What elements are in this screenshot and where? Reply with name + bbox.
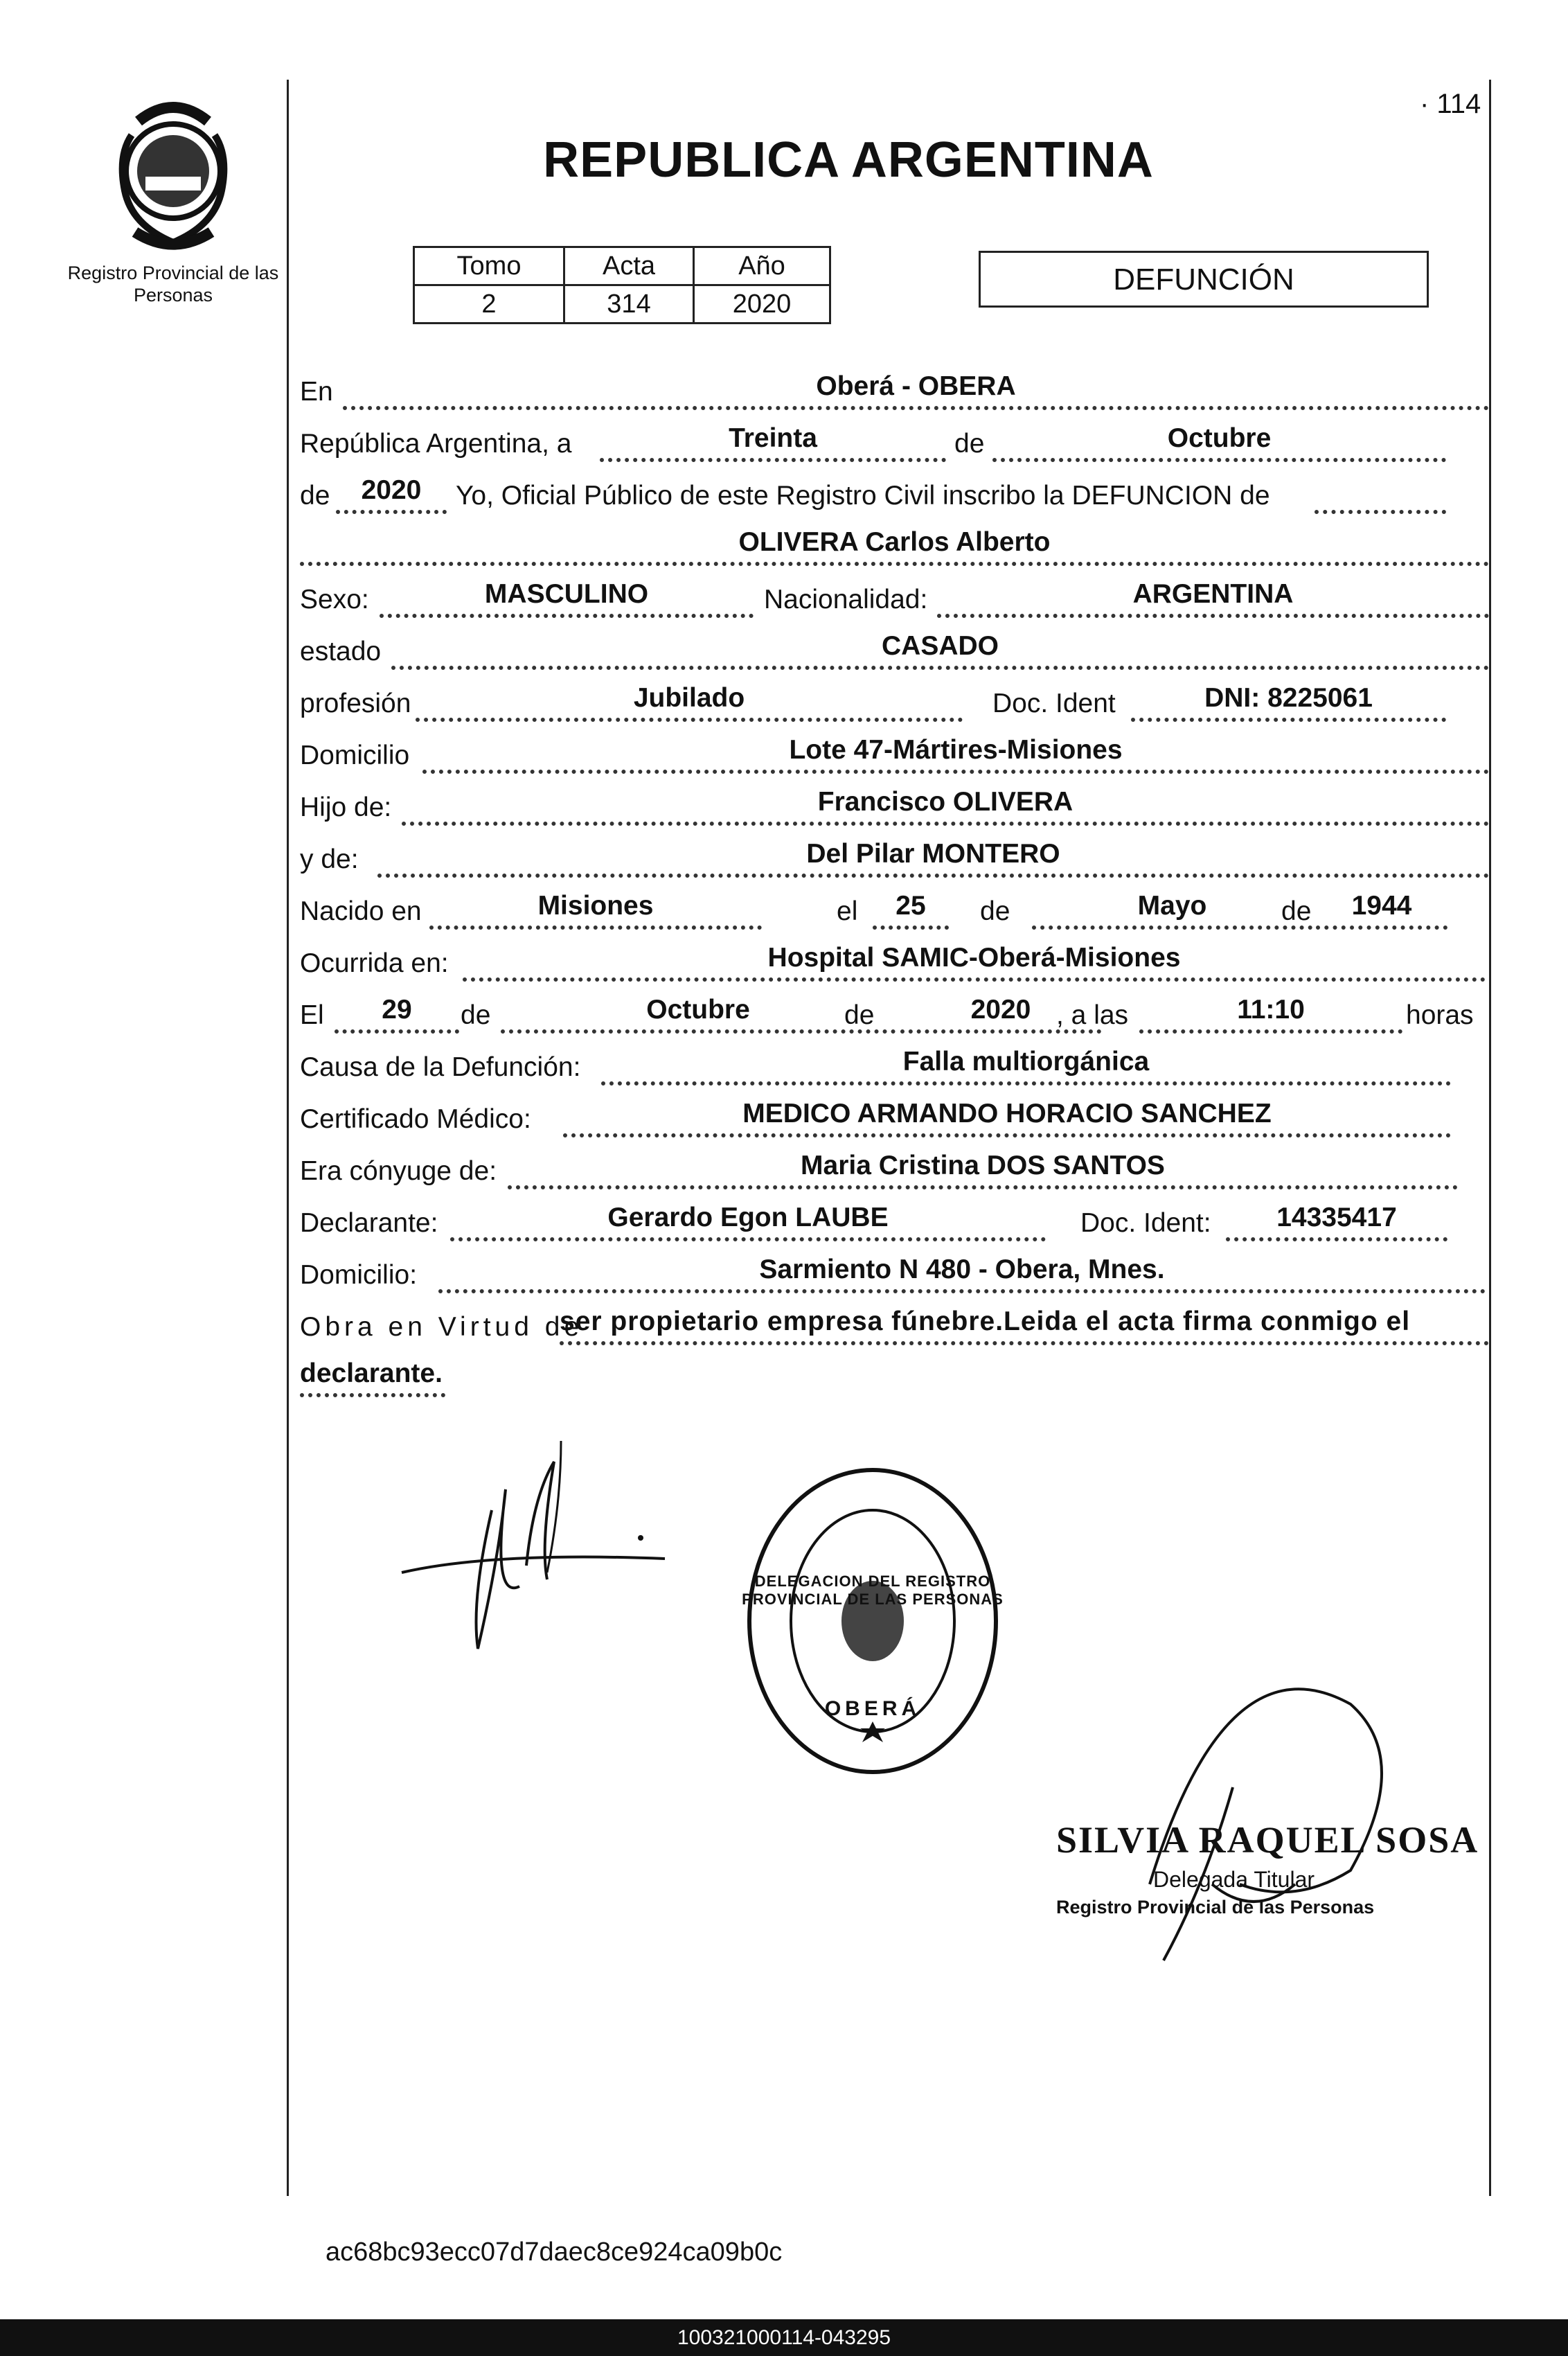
- field-obra-line1: ser propietario empresa fúnebre.Leida el acta firma conmigo el: [560, 1301, 1489, 1345]
- label-domicilio-declarante: Domicilio:: [300, 1260, 418, 1290]
- field-obra-line2: declarante.: [300, 1353, 445, 1397]
- label-de-anio-nac: de: [1281, 896, 1312, 926]
- tomo-header: Tomo: [414, 247, 564, 285]
- field-madre: Del Pilar MONTERO: [377, 833, 1489, 878]
- label-estado: estado: [300, 637, 382, 666]
- label-en: En: [300, 377, 333, 407]
- field-mes-inscripcion: Octubre: [992, 418, 1446, 462]
- label-de-mes: de: [980, 896, 1010, 926]
- label-nacido-en: Nacido en: [300, 896, 422, 926]
- field-dni: DNI: 8225061: [1131, 677, 1446, 722]
- label-republica-a: República Argentina, a: [300, 429, 572, 459]
- field-declarante-doc: 14335417: [1226, 1197, 1447, 1241]
- row-causa: [300, 1043, 1489, 1091]
- label-horas: horas: [1406, 1000, 1474, 1030]
- anio-value: 2020: [694, 285, 830, 324]
- field-padre: Francisco OLIVERA: [402, 781, 1489, 826]
- right-margin-line: [1489, 80, 1491, 2196]
- field-nac-dia: 25: [873, 885, 949, 930]
- field-dia-inscripcion: Treinta: [600, 418, 946, 462]
- tomo-acta-anio-table: [413, 246, 831, 324]
- anio-header: Año: [694, 247, 830, 285]
- row-domicilio: [300, 731, 1489, 779]
- label-de-def-anio: de: [844, 1000, 875, 1030]
- label-hijo-de: Hijo de:: [300, 792, 392, 822]
- label-profesion: profesión: [300, 689, 411, 718]
- field-lugar: Oberá - OBERA: [343, 366, 1489, 410]
- tomo-value: 2: [414, 285, 564, 324]
- field-estado: CASADO: [391, 626, 1489, 670]
- label-doc-ident: Doc. Ident: [992, 689, 1116, 718]
- field-declarante-domicilio: Sarmiento N 480 - Obera, Mnes.: [438, 1249, 1486, 1293]
- field-nacido-en: Misiones: [429, 885, 762, 930]
- label-doc-ident-declarante: Doc. Ident:: [1080, 1208, 1211, 1238]
- signatory-name: SILVIA RAQUEL SOSA: [1056, 1819, 1479, 1861]
- label-y-de: y de:: [300, 844, 359, 874]
- field-blank: [1315, 470, 1446, 514]
- row-domicilio-declarante: [300, 1250, 1489, 1299]
- label-obra-en-virtud: Obra en Virtud de: [300, 1312, 584, 1342]
- row-obra-line2: [300, 1354, 1489, 1403]
- stamp-city: OBERÁ: [824, 1697, 921, 1720]
- row-obra-en-virtud: [300, 1302, 1489, 1351]
- field-def-hora: 11:10: [1139, 989, 1402, 1034]
- field-nac-mes: Mayo: [1032, 885, 1312, 930]
- field-nac-anio: 1944: [1316, 885, 1447, 930]
- label-domicilio: Domicilio: [300, 741, 410, 770]
- label-ocurrida-en: Ocurrida en:: [300, 948, 449, 978]
- row-lugar: [300, 367, 1489, 416]
- field-domicilio: Lote 47-Mártires-Misiones: [422, 729, 1489, 774]
- field-def-anio: 2020: [900, 989, 1101, 1034]
- label-inscribo: Yo, Oficial Público de este Registro Civil inscribo la DEFUNCION de: [456, 481, 1270, 511]
- label-conyuge: Era cónyuge de:: [300, 1156, 497, 1186]
- label-de: de: [954, 429, 985, 459]
- label-sexo: Sexo:: [300, 585, 369, 614]
- row-sexo: [300, 575, 1489, 623]
- field-sexo: MASCULINO: [380, 574, 754, 618]
- label-de-anio: de: [300, 481, 330, 511]
- document-hash: ac68bc93ecc07d7daec8ce924ca09b0c: [326, 2238, 783, 2267]
- row-ocurrida: [300, 939, 1489, 987]
- field-declarante: Gerardo Egon LAUBE: [450, 1197, 1046, 1241]
- label-el-cap: El: [300, 1000, 324, 1030]
- row-estado: [300, 627, 1489, 675]
- signatory-role: Delegada Titular: [1153, 1867, 1315, 1892]
- declarant-signature: [388, 1420, 679, 1683]
- field-def-mes: Octubre: [501, 989, 896, 1034]
- row-padre: [300, 783, 1489, 831]
- row-fallecido: [300, 523, 1489, 572]
- row-certificado: [300, 1095, 1489, 1143]
- row-madre: [300, 835, 1489, 883]
- label-de-def: de: [461, 1000, 491, 1030]
- field-anio-inscripcion: 2020: [336, 470, 447, 514]
- field-certificado: MEDICO ARMANDO HORACIO SANCHEZ: [563, 1093, 1451, 1137]
- label-causa: Causa de la Defunción:: [300, 1052, 581, 1082]
- row-declarante: [300, 1198, 1489, 1247]
- field-nacionalidad: ARGENTINA: [937, 574, 1489, 618]
- signatory-office: Registro Provincial de las Personas: [1056, 1897, 1375, 1917]
- registry-caption: Registro Provincial de las Personas: [67, 263, 279, 305]
- label-el: el: [837, 896, 858, 926]
- field-profesion: Jubilado: [416, 677, 963, 722]
- footer-barcode-text: 100321000114-043295: [0, 2319, 1568, 2356]
- field-def-dia: 29: [335, 989, 459, 1034]
- page-number: · 114: [1420, 89, 1481, 119]
- label-certificado: Certificado Médico:: [300, 1104, 531, 1134]
- label-nacionalidad: Nacionalidad:: [764, 585, 928, 614]
- row-fecha-defuncion: [300, 991, 1489, 1039]
- label-a-las: , a las: [1056, 1000, 1129, 1030]
- field-causa: Falla multiorgánica: [601, 1041, 1451, 1086]
- document-title: REPUBLICA ARGENTINA: [543, 132, 1154, 188]
- stamp-ring-text: DELEGACION DEL REGISTRO PROVINCIAL DE LAS PERSONAS: [742, 1573, 1004, 1608]
- field-conyuge: Maria Cristina DOS SANTOS: [508, 1145, 1458, 1189]
- row-nacimiento: [300, 887, 1489, 935]
- row-profesion: [300, 679, 1489, 727]
- provincial-seal-logo: [97, 94, 249, 253]
- field-fallecido: OLIVERA Carlos Alberto: [300, 522, 1489, 566]
- record-type-box: DEFUNCIÓN: [979, 251, 1429, 308]
- row-inscripcion: [300, 471, 1489, 520]
- left-margin-line: [287, 80, 289, 2196]
- acta-value: 314: [564, 285, 694, 324]
- row-fecha-inscripcion: [300, 419, 1489, 468]
- field-lugar-defuncion: Hospital SAMIC-Oberá-Misiones: [463, 937, 1486, 982]
- label-declarante: Declarante:: [300, 1208, 438, 1238]
- acta-header: Acta: [564, 247, 694, 285]
- official-stamp: [741, 1462, 1004, 1780]
- row-conyuge: [300, 1146, 1489, 1195]
